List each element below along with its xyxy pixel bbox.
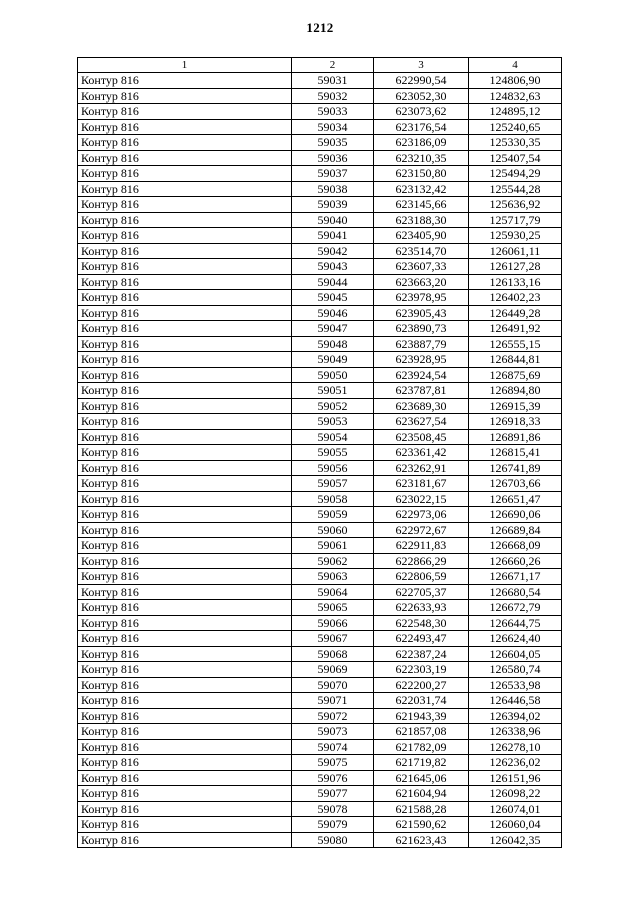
contour-name-cell: Контур 816 xyxy=(78,522,292,538)
y-coordinate-cell: 126446,58 xyxy=(469,693,562,709)
table-row xyxy=(78,476,562,492)
point-number-cell: 59062 xyxy=(292,553,374,569)
point-number-cell: 59052 xyxy=(292,398,374,414)
y-coordinate-cell: 126604,05 xyxy=(469,646,562,662)
contour-name-cell: Контур 816 xyxy=(78,398,292,414)
y-coordinate-cell: 124895,12 xyxy=(469,104,562,120)
contour-name-cell: Контур 816 xyxy=(78,770,292,786)
table-row xyxy=(78,724,562,740)
x-coordinate-cell: 622990,54 xyxy=(374,73,469,89)
contour-name-cell: Контур 816 xyxy=(78,135,292,151)
x-coordinate-cell: 622866,29 xyxy=(374,553,469,569)
y-coordinate-cell: 125636,92 xyxy=(469,197,562,213)
point-number-cell: 59050 xyxy=(292,367,374,383)
point-number-cell: 59055 xyxy=(292,445,374,461)
x-coordinate-cell: 623052,30 xyxy=(374,88,469,104)
contour-name-cell: Контур 816 xyxy=(78,677,292,693)
point-number-cell: 59034 xyxy=(292,119,374,135)
x-coordinate-cell: 622200,27 xyxy=(374,677,469,693)
table-row xyxy=(78,228,562,244)
table-header-row xyxy=(78,58,562,73)
table-row xyxy=(78,352,562,368)
point-number-cell: 59065 xyxy=(292,600,374,616)
x-coordinate-cell: 623132,42 xyxy=(374,181,469,197)
contour-name-cell: Контур 816 xyxy=(78,615,292,631)
page-number: 1212 xyxy=(306,20,334,35)
point-number-cell: 59075 xyxy=(292,755,374,771)
point-number-cell: 59032 xyxy=(292,88,374,104)
y-coordinate-cell: 126668,09 xyxy=(469,538,562,554)
x-coordinate-cell: 623150,80 xyxy=(374,166,469,182)
point-number-cell: 59041 xyxy=(292,228,374,244)
point-number-cell: 59043 xyxy=(292,259,374,275)
point-number-cell: 59056 xyxy=(292,460,374,476)
point-number-cell: 59045 xyxy=(292,290,374,306)
y-coordinate-cell: 126915,39 xyxy=(469,398,562,414)
point-number-cell: 59047 xyxy=(292,321,374,337)
y-coordinate-cell: 126127,28 xyxy=(469,259,562,275)
table-row xyxy=(78,553,562,569)
table-row xyxy=(78,755,562,771)
x-coordinate-cell: 621590,62 xyxy=(374,817,469,833)
contour-name-cell: Контур 816 xyxy=(78,476,292,492)
y-coordinate-cell: 126555,15 xyxy=(469,336,562,352)
table-row xyxy=(78,135,562,151)
x-coordinate-cell: 623887,79 xyxy=(374,336,469,352)
point-number-cell: 59036 xyxy=(292,150,374,166)
contour-name-cell: Контур 816 xyxy=(78,817,292,833)
y-coordinate-cell: 124832,63 xyxy=(469,88,562,104)
table-row xyxy=(78,367,562,383)
x-coordinate-cell: 622387,24 xyxy=(374,646,469,662)
y-coordinate-cell: 125240,65 xyxy=(469,119,562,135)
x-coordinate-cell: 623188,30 xyxy=(374,212,469,228)
contour-name-cell: Контур 816 xyxy=(78,460,292,476)
table-row xyxy=(78,197,562,213)
contour-name-cell: Контур 816 xyxy=(78,274,292,290)
x-coordinate-cell: 623361,42 xyxy=(374,445,469,461)
x-coordinate-cell: 623405,90 xyxy=(374,228,469,244)
y-coordinate-cell: 126491,92 xyxy=(469,321,562,337)
point-number-cell: 59061 xyxy=(292,538,374,554)
x-coordinate-cell: 622548,30 xyxy=(374,615,469,631)
y-coordinate-cell: 126815,41 xyxy=(469,445,562,461)
contour-name-cell: Контур 816 xyxy=(78,305,292,321)
contour-name-cell: Контур 816 xyxy=(78,290,292,306)
point-number-cell: 59068 xyxy=(292,646,374,662)
y-coordinate-cell: 126061,11 xyxy=(469,243,562,259)
point-number-cell: 59077 xyxy=(292,786,374,802)
contour-name-cell: Контур 816 xyxy=(78,181,292,197)
table-row xyxy=(78,615,562,631)
contour-name-cell: Контур 816 xyxy=(78,166,292,182)
table-row xyxy=(78,181,562,197)
point-number-cell: 59067 xyxy=(292,631,374,647)
table-row xyxy=(78,429,562,445)
x-coordinate-cell: 623186,09 xyxy=(374,135,469,151)
point-number-cell: 59070 xyxy=(292,677,374,693)
table-row xyxy=(78,119,562,135)
contour-name-cell: Контур 816 xyxy=(78,538,292,554)
contour-name-cell: Контур 816 xyxy=(78,739,292,755)
contour-name-cell: Контур 816 xyxy=(78,569,292,585)
x-coordinate-cell: 621857,08 xyxy=(374,724,469,740)
contour-name-cell: Контур 816 xyxy=(78,336,292,352)
contour-name-cell: Контур 816 xyxy=(78,228,292,244)
table-row xyxy=(78,321,562,337)
table-row xyxy=(78,212,562,228)
table-row xyxy=(78,491,562,507)
column-header: 2 xyxy=(292,58,374,73)
x-coordinate-cell: 622973,06 xyxy=(374,507,469,523)
table-row xyxy=(78,817,562,833)
x-coordinate-cell: 623928,95 xyxy=(374,352,469,368)
table-row xyxy=(78,104,562,120)
contour-name-cell: Контур 816 xyxy=(78,631,292,647)
x-coordinate-cell: 623890,73 xyxy=(374,321,469,337)
point-number-cell: 59071 xyxy=(292,693,374,709)
y-coordinate-cell: 126394,02 xyxy=(469,708,562,724)
y-coordinate-cell: 126894,80 xyxy=(469,383,562,399)
contour-name-cell: Контур 816 xyxy=(78,88,292,104)
x-coordinate-cell: 621604,94 xyxy=(374,786,469,802)
table-row xyxy=(78,414,562,430)
table-row xyxy=(78,290,562,306)
x-coordinate-cell: 623787,81 xyxy=(374,383,469,399)
y-coordinate-cell: 125407,54 xyxy=(469,150,562,166)
point-number-cell: 59038 xyxy=(292,181,374,197)
x-coordinate-cell: 623627,54 xyxy=(374,414,469,430)
table-row xyxy=(78,336,562,352)
point-number-cell: 59064 xyxy=(292,584,374,600)
contour-name-cell: Контур 816 xyxy=(78,414,292,430)
y-coordinate-cell: 125544,28 xyxy=(469,181,562,197)
contour-name-cell: Контур 816 xyxy=(78,212,292,228)
y-coordinate-cell: 126098,22 xyxy=(469,786,562,802)
point-number-cell: 59048 xyxy=(292,336,374,352)
point-number-cell: 59072 xyxy=(292,708,374,724)
contour-name-cell: Контур 816 xyxy=(78,693,292,709)
y-coordinate-cell: 126449,28 xyxy=(469,305,562,321)
contour-name-cell: Контур 816 xyxy=(78,197,292,213)
y-coordinate-cell: 126918,33 xyxy=(469,414,562,430)
y-coordinate-cell: 126042,35 xyxy=(469,832,562,848)
contour-name-cell: Контур 816 xyxy=(78,801,292,817)
contour-name-cell: Контур 816 xyxy=(78,429,292,445)
x-coordinate-cell: 621719,82 xyxy=(374,755,469,771)
y-coordinate-cell: 126875,69 xyxy=(469,367,562,383)
table-row xyxy=(78,73,562,89)
point-number-cell: 59053 xyxy=(292,414,374,430)
column-header: 3 xyxy=(374,58,469,73)
y-coordinate-cell: 126074,01 xyxy=(469,801,562,817)
table-row xyxy=(78,569,562,585)
table-row xyxy=(78,166,562,182)
y-coordinate-cell: 126580,74 xyxy=(469,662,562,678)
table-row xyxy=(78,243,562,259)
y-coordinate-cell: 126690,06 xyxy=(469,507,562,523)
x-coordinate-cell: 623514,70 xyxy=(374,243,469,259)
x-coordinate-cell: 622911,83 xyxy=(374,538,469,554)
table-row xyxy=(78,662,562,678)
x-coordinate-cell: 621645,06 xyxy=(374,770,469,786)
table-row xyxy=(78,383,562,399)
contour-name-cell: Контур 816 xyxy=(78,708,292,724)
y-coordinate-cell: 126402,23 xyxy=(469,290,562,306)
table-row xyxy=(78,646,562,662)
x-coordinate-cell: 623210,35 xyxy=(374,150,469,166)
x-coordinate-cell: 622633,93 xyxy=(374,600,469,616)
x-coordinate-cell: 622303,19 xyxy=(374,662,469,678)
y-coordinate-cell: 126671,17 xyxy=(469,569,562,585)
y-coordinate-cell: 126703,66 xyxy=(469,476,562,492)
contour-name-cell: Контур 816 xyxy=(78,119,292,135)
y-coordinate-cell: 126338,96 xyxy=(469,724,562,740)
x-coordinate-cell: 623176,54 xyxy=(374,119,469,135)
table-row xyxy=(78,274,562,290)
x-coordinate-cell: 623689,30 xyxy=(374,398,469,414)
table-row xyxy=(78,445,562,461)
point-number-cell: 59051 xyxy=(292,383,374,399)
table-row xyxy=(78,584,562,600)
table-row xyxy=(78,460,562,476)
contour-name-cell: Контур 816 xyxy=(78,755,292,771)
x-coordinate-cell: 623607,33 xyxy=(374,259,469,275)
contour-name-cell: Контур 816 xyxy=(78,352,292,368)
contour-name-cell: Контур 816 xyxy=(78,662,292,678)
x-coordinate-cell: 622972,67 xyxy=(374,522,469,538)
y-coordinate-cell: 126060,04 xyxy=(469,817,562,833)
point-number-cell: 59044 xyxy=(292,274,374,290)
x-coordinate-cell: 621782,09 xyxy=(374,739,469,755)
table-row xyxy=(78,739,562,755)
point-number-cell: 59079 xyxy=(292,817,374,833)
contour-name-cell: Контур 816 xyxy=(78,243,292,259)
coordinates-table-body xyxy=(78,58,562,848)
point-number-cell: 59046 xyxy=(292,305,374,321)
x-coordinate-cell: 623924,54 xyxy=(374,367,469,383)
contour-name-cell: Контур 816 xyxy=(78,507,292,523)
coordinates-table xyxy=(77,57,562,848)
point-number-cell: 59033 xyxy=(292,104,374,120)
point-number-cell: 59042 xyxy=(292,243,374,259)
x-coordinate-cell: 622806,59 xyxy=(374,569,469,585)
table-row xyxy=(78,259,562,275)
contour-name-cell: Контур 816 xyxy=(78,321,292,337)
contour-name-cell: Контур 816 xyxy=(78,646,292,662)
table-row xyxy=(78,708,562,724)
table-row xyxy=(78,770,562,786)
contour-name-cell: Контур 816 xyxy=(78,445,292,461)
x-coordinate-cell: 623073,62 xyxy=(374,104,469,120)
point-number-cell: 59058 xyxy=(292,491,374,507)
x-coordinate-cell: 623145,66 xyxy=(374,197,469,213)
point-number-cell: 59069 xyxy=(292,662,374,678)
y-coordinate-cell: 126689,84 xyxy=(469,522,562,538)
contour-name-cell: Контур 816 xyxy=(78,383,292,399)
contour-name-cell: Контур 816 xyxy=(78,73,292,89)
y-coordinate-cell: 126624,40 xyxy=(469,631,562,647)
y-coordinate-cell: 126844,81 xyxy=(469,352,562,368)
point-number-cell: 59063 xyxy=(292,569,374,585)
x-coordinate-cell: 623663,20 xyxy=(374,274,469,290)
y-coordinate-cell: 126533,98 xyxy=(469,677,562,693)
table-row xyxy=(78,88,562,104)
point-number-cell: 59080 xyxy=(292,832,374,848)
contour-name-cell: Контур 816 xyxy=(78,600,292,616)
point-number-cell: 59078 xyxy=(292,801,374,817)
table-row xyxy=(78,507,562,523)
y-coordinate-cell: 125717,79 xyxy=(469,212,562,228)
y-coordinate-cell: 126741,89 xyxy=(469,460,562,476)
table-row xyxy=(78,677,562,693)
x-coordinate-cell: 623181,67 xyxy=(374,476,469,492)
point-number-cell: 59066 xyxy=(292,615,374,631)
point-number-cell: 59035 xyxy=(292,135,374,151)
x-coordinate-cell: 623508,45 xyxy=(374,429,469,445)
table-row xyxy=(78,801,562,817)
point-number-cell: 59037 xyxy=(292,166,374,182)
table-row xyxy=(78,786,562,802)
y-coordinate-cell: 126644,75 xyxy=(469,615,562,631)
contour-name-cell: Контур 816 xyxy=(78,259,292,275)
table-row xyxy=(78,538,562,554)
x-coordinate-cell: 623905,43 xyxy=(374,305,469,321)
table-row xyxy=(78,693,562,709)
contour-name-cell: Контур 816 xyxy=(78,584,292,600)
table-row xyxy=(78,600,562,616)
y-coordinate-cell: 124806,90 xyxy=(469,73,562,89)
y-coordinate-cell: 126672,79 xyxy=(469,600,562,616)
point-number-cell: 59074 xyxy=(292,739,374,755)
point-number-cell: 59059 xyxy=(292,507,374,523)
y-coordinate-cell: 125330,35 xyxy=(469,135,562,151)
y-coordinate-cell: 126680,54 xyxy=(469,584,562,600)
y-coordinate-cell: 126891,86 xyxy=(469,429,562,445)
contour-name-cell: Контур 816 xyxy=(78,491,292,507)
contour-name-cell: Контур 816 xyxy=(78,832,292,848)
y-coordinate-cell: 126236,02 xyxy=(469,755,562,771)
point-number-cell: 59057 xyxy=(292,476,374,492)
x-coordinate-cell: 623262,91 xyxy=(374,460,469,476)
y-coordinate-cell: 125494,29 xyxy=(469,166,562,182)
point-number-cell: 59073 xyxy=(292,724,374,740)
x-coordinate-cell: 623022,15 xyxy=(374,491,469,507)
x-coordinate-cell: 621588,28 xyxy=(374,801,469,817)
table-row xyxy=(78,150,562,166)
point-number-cell: 59039 xyxy=(292,197,374,213)
point-number-cell: 59040 xyxy=(292,212,374,228)
y-coordinate-cell: 126651,47 xyxy=(469,491,562,507)
contour-name-cell: Контур 816 xyxy=(78,367,292,383)
y-coordinate-cell: 125930,25 xyxy=(469,228,562,244)
x-coordinate-cell: 622493,47 xyxy=(374,631,469,647)
point-number-cell: 59049 xyxy=(292,352,374,368)
y-coordinate-cell: 126133,16 xyxy=(469,274,562,290)
y-coordinate-cell: 126151,96 xyxy=(469,770,562,786)
contour-name-cell: Контур 816 xyxy=(78,104,292,120)
point-number-cell: 59031 xyxy=(292,73,374,89)
x-coordinate-cell: 622705,37 xyxy=(374,584,469,600)
x-coordinate-cell: 621623,43 xyxy=(374,832,469,848)
contour-name-cell: Контур 816 xyxy=(78,150,292,166)
table-row xyxy=(78,832,562,848)
contour-name-cell: Контур 816 xyxy=(78,724,292,740)
table-row xyxy=(78,398,562,414)
column-header: 1 xyxy=(78,58,292,73)
table-row xyxy=(78,631,562,647)
x-coordinate-cell: 623978,95 xyxy=(374,290,469,306)
point-number-cell: 59060 xyxy=(292,522,374,538)
contour-name-cell: Контур 816 xyxy=(78,786,292,802)
point-number-cell: 59076 xyxy=(292,770,374,786)
x-coordinate-cell: 622031,74 xyxy=(374,693,469,709)
point-number-cell: 59054 xyxy=(292,429,374,445)
contour-name-cell: Контур 816 xyxy=(78,553,292,569)
x-coordinate-cell: 621943,39 xyxy=(374,708,469,724)
column-header: 4 xyxy=(469,58,562,73)
y-coordinate-cell: 126278,10 xyxy=(469,739,562,755)
table-row xyxy=(78,522,562,538)
y-coordinate-cell: 126660,26 xyxy=(469,553,562,569)
table-row xyxy=(78,305,562,321)
